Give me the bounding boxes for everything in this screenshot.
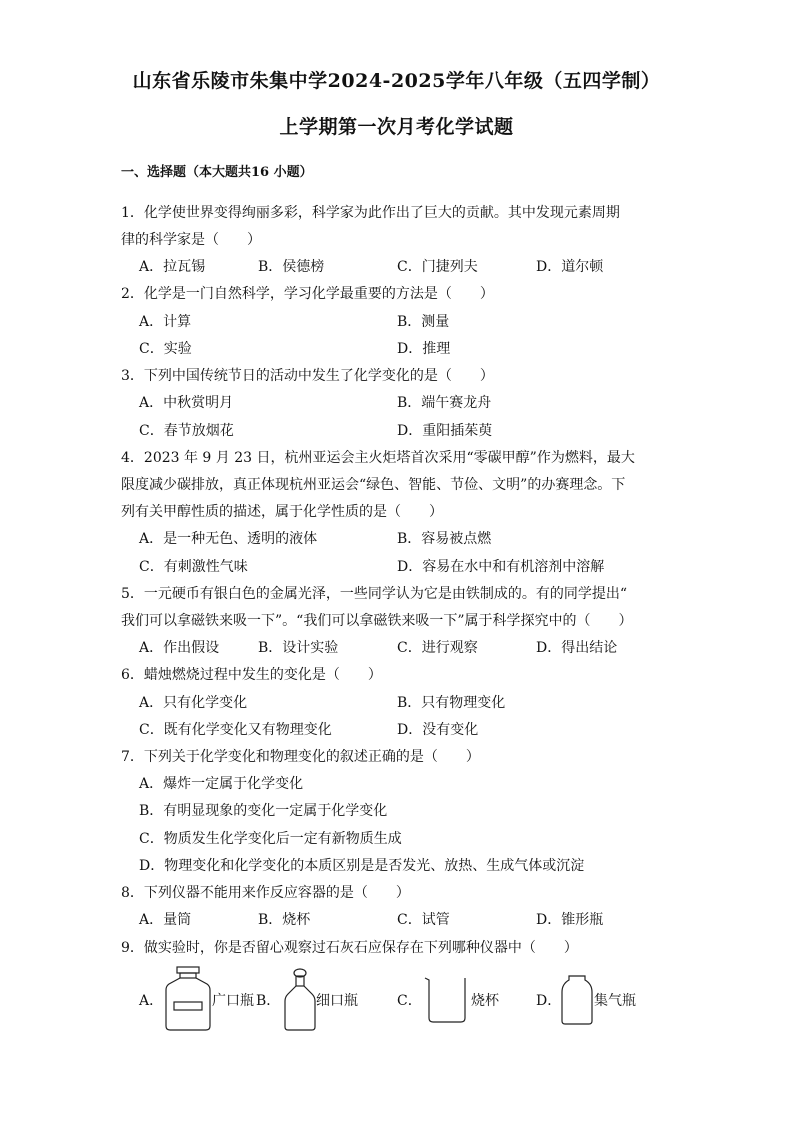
- question-7-stem: 7．下列关于化学变化和物理变化的叙述正确的是（ ）: [121, 749, 480, 765]
- question-5-option-b: B．设计实验: [258, 640, 339, 656]
- question-9-option-a-letter: A．: [139, 993, 164, 1009]
- question-3-option-d: D．重阳插茱萸: [397, 423, 493, 439]
- question-5-option-d: D．得出结论: [536, 640, 618, 656]
- question-9-stem: 9．做实验时，你是否留心观察过石灰石应保存在下列哪种仪器中（ ）: [121, 940, 578, 956]
- question-8-option-d: D．锥形瓶: [536, 912, 604, 928]
- question-3-option-b: B．端午赛龙舟: [397, 395, 492, 411]
- question-9-option-d-letter: D．: [536, 993, 562, 1009]
- wide-mouth-bottle-icon: [163, 966, 213, 1032]
- question-8-option-b: B．烧杯: [258, 912, 311, 928]
- question-8-option-c: C．试管: [397, 912, 450, 928]
- question-2-option-d: D．推理: [397, 341, 451, 357]
- question-7-option-b: B．有明显现象的变化一定属于化学变化: [139, 803, 388, 819]
- question-5-stem-line1: 5．一元硬币有银白色的金属光泽，一些同学认为它是由铁制成的。有的同学提出“: [121, 586, 628, 602]
- question-1-stem-line1: 1．化学使世界变得绚丽多彩，科学家为此作出了巨大的贡献。其中发现元素周期: [121, 205, 620, 221]
- question-3-stem: 3．下列中国传统节日的活动中发生了化学变化的是（ ）: [121, 368, 494, 384]
- question-6-stem: 6．蜡烛燃烧过程中发生的变化是（ ）: [121, 667, 382, 683]
- question-4-stem-line1: 4．2023 年 9 月 23 日，杭州亚运会主火炬塔首次采用“零碳甲醇”作为燃料，最大: [121, 450, 635, 466]
- question-2-option-c: C．实验: [139, 341, 192, 357]
- question-1-option-d: D．道尔顿: [536, 259, 604, 275]
- gas-jar-icon: [560, 974, 594, 1026]
- question-3-option-a: A．中秋赏明月: [139, 395, 234, 411]
- question-2-option-a: A．计算: [139, 314, 192, 330]
- question-6-option-a: A．只有化学变化: [139, 695, 248, 711]
- question-8-option-a: A．量筒: [139, 912, 192, 928]
- question-4-option-c: C．有刺激性气味: [139, 559, 248, 575]
- question-9-option-d-label: 集气瓶: [594, 993, 636, 1009]
- question-1-stem-line2: 律的科学家是（ ）: [121, 232, 261, 248]
- question-4-stem-line2: 限度减少碳排放，真正体现杭州亚运会“绿色、智能、节俭、文明”的办赛理念。下: [121, 477, 626, 493]
- question-1-option-c: C．门捷列夫: [397, 259, 478, 275]
- exam-title-line2: 上学期第一次月考化学试题: [279, 116, 514, 138]
- question-9-option-b-letter: B．: [256, 993, 281, 1009]
- question-9-option-c-letter: C．: [397, 993, 422, 1009]
- section-heading: 一、选择题（本大题共16 小题）: [121, 165, 313, 180]
- question-7-option-c: C．物质发生化学变化后一定有新物质生成: [139, 831, 402, 847]
- question-4-option-b: B．容易被点燃: [397, 531, 492, 547]
- question-5-option-a: A．作出假设: [139, 640, 220, 656]
- question-7-option-d: D．物理变化和化学变化的本质区别是是否发光、放热、生成气体或沉淀: [139, 858, 585, 874]
- question-1-option-a: A．拉瓦锡: [139, 259, 206, 275]
- question-7-option-a: A．爆炸一定属于化学变化: [139, 776, 304, 792]
- question-2-option-b: B．测量: [397, 314, 450, 330]
- question-9-option-b-label: 细口瓶: [316, 993, 358, 1009]
- narrow-mouth-bottle-icon: [283, 968, 317, 1032]
- question-9-option-a-label: 广口瓶: [212, 993, 254, 1009]
- exam-title-line1: 山东省乐陵市朱集中学2024-2025学年八年级（五四学制）: [132, 70, 661, 92]
- beaker-icon: [424, 976, 470, 1024]
- question-2-stem: 2．化学是一门自然科学，学习化学最重要的方法是（ ）: [121, 286, 494, 302]
- question-9-option-c-label: 烧杯: [471, 993, 499, 1009]
- question-4-stem-line3: 列有关甲醇性质的描述，属于化学性质的是（ ）: [121, 504, 443, 520]
- question-6-option-c: C．既有化学变化又有物理变化: [139, 722, 332, 738]
- question-4-option-d: D．容易在水中和有机溶剂中溶解: [397, 559, 605, 575]
- question-8-stem: 8．下列仪器不能用来作反应容器的是（ ）: [121, 885, 410, 901]
- question-5-option-c: C．进行观察: [397, 640, 478, 656]
- question-4-option-a: A．是一种无色、透明的液体: [139, 531, 318, 547]
- question-6-option-b: B．只有物理变化: [397, 695, 506, 711]
- question-3-option-c: C．春节放烟花: [139, 423, 234, 439]
- question-5-stem-line2: 我们可以拿磁铁来吸一下”。“我们可以拿磁铁来吸一下”属于科学探究中的（ ）: [121, 613, 633, 629]
- question-1-option-b: B．侯德榜: [258, 259, 325, 275]
- question-6-option-d: D．没有变化: [397, 722, 479, 738]
